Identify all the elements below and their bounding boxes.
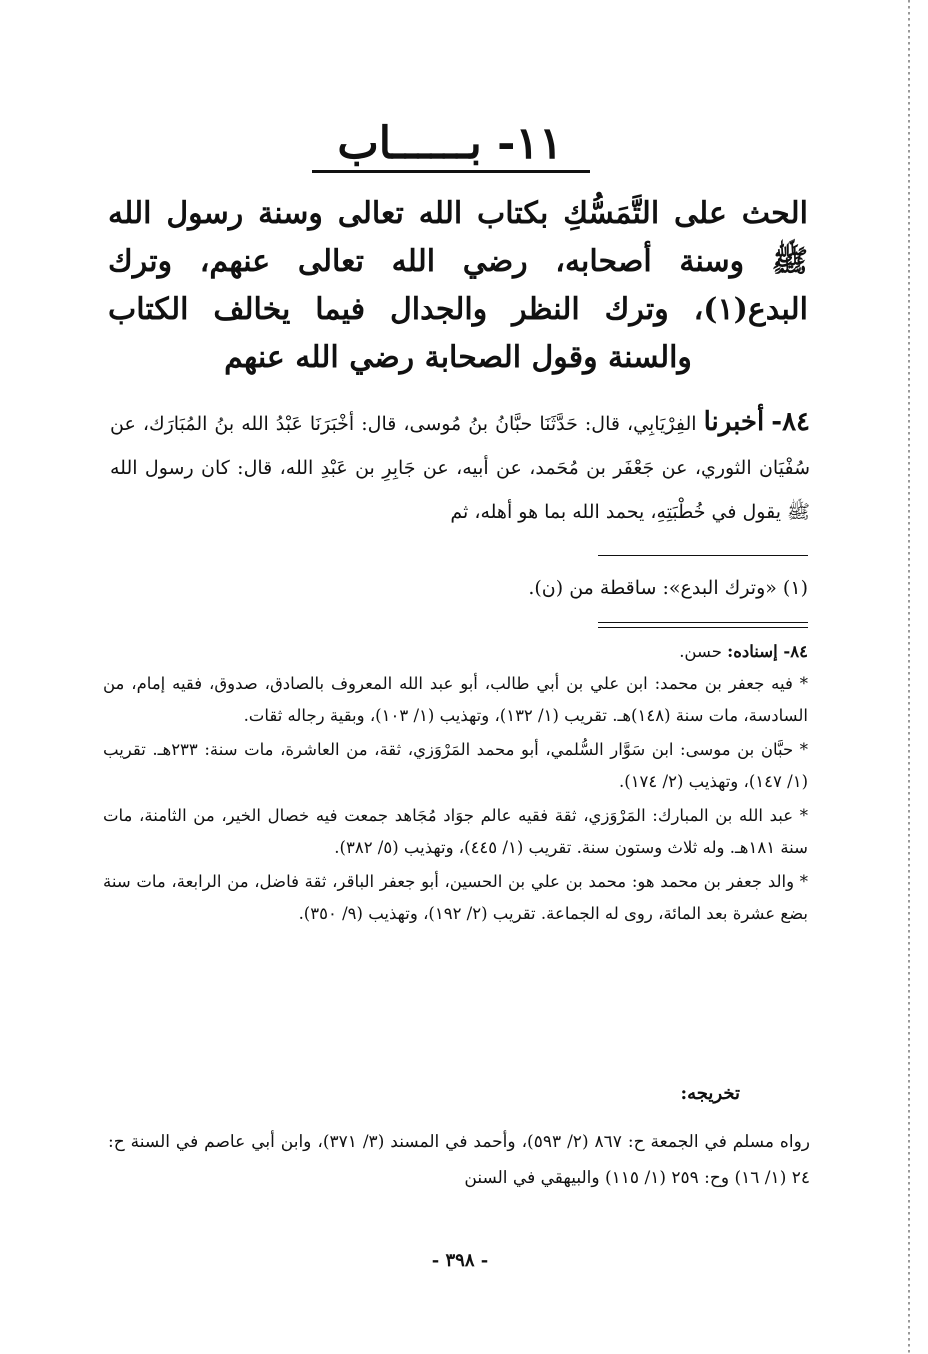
commentary-divider-bottom (598, 627, 808, 628)
hadith-body: الفِرْيَابِي، قال: حَدَّثَنَا حبَّانُ بنُ مُوسى، قال: أخْبَرَنَا عَبْدُ الله بنُ المُبَارَك، عن سُفْيَان الثوري، عن جَعْفَر بن مُحَمد، عن أبيه، عن جَابِرِ بن عَبْدِ الله، قال: كان رسول الله ﷺ يقول في خُطْبَتِهِ، يحمد الله بما هو أهله، ثم (110, 413, 810, 523)
footnote: (١) «وترك البدع»: ساقطة من (ن). (528, 577, 808, 599)
takhrij-text: رواه مسلم في الجمعة ح: ٨٦٧ (٢/ ٥٩٣)، وأحمد في المسند (٣/ ٣٧١)، وابن أبي عاصم في السنة ح: ٢٤ (١/ ١٦) وح: ٢٥٩ (١/ ١١٥) والبيهقي في السنن (108, 1132, 810, 1188)
takhrij-heading: تخريجه: (680, 1083, 740, 1104)
isnad-label: ٨٤- إسناده: (727, 642, 808, 661)
isnad-line (103, 636, 808, 668)
hadith-text (110, 400, 810, 534)
commentary-section (103, 636, 808, 932)
hadith-number: ٨٤- (771, 407, 810, 437)
commentary-divider-top (598, 622, 808, 623)
page-edge-dots (908, 0, 910, 1354)
narrator-note: * والد جعفر بن محمد هو: محمد بن علي بن الحسين، أبو جعفر الباقر، ثقة فاضل، من الرابعة، مات سنة بضع عشرة بعد المائة، روى له الجماعة. تقريب (٢/ ١٩٢)، وتهذيب (٩/ ٣٥٠). (103, 872, 808, 923)
narrator-note: * فيه جعفر بن محمد: ابن علي بن أبي طالب، أبو عبد الله المعروف بالصادق، صدوق، فقيه إمام، من السادسة، مات سنة (١٤٨)هـ. تقريب (١/ ١٣٢)، وتهذيب (١/ ١٠٣)، وبقية رجاله ثقات. (103, 674, 808, 725)
footnote-divider (598, 555, 808, 556)
page-number: - ٣٩٨ - (431, 1250, 489, 1271)
chapter-title: الحث على التَّمَسُّكِ بكتاب الله تعالى وسنة رسول الله ﷺ وسنة أصحابه، رضي الله تعالى عنهم، وترك البدع(١)، وترك النظر والجدال فيما يخالف الكتاب والسنة وقول الصحابة رضي الله عنهم (108, 196, 808, 375)
isnad-value: حسن. (679, 642, 722, 661)
hadith-lead-word: أخبرنا (703, 407, 765, 437)
narrator-note: * حبَّان بن موسى: ابن سَوَّار السُّلمي، أبو محمد المَرْوَزي، ثقة، من العاشرة، مات سنة: ٢٣٣هـ. تقريب (١/ ١٤٧)، وتهذيب (٢/ ١٧٤). (103, 740, 808, 791)
heading-underline (312, 170, 590, 173)
narrator-note: * عبد الله بن المبارك: المَرْوَزي، ثقة فقيه عالم جوَاد مُجَاهد جمعت فيه خصال الخير، من الثامنة، مات سنة ١٨١هـ. وله ثلاث وستون سنة. تقريب (١/ ٤٤٥)، وتهذيب (٥/ ٣٨٢). (103, 806, 808, 857)
chapter-number-heading: ١١- بــــــاب (337, 118, 563, 169)
